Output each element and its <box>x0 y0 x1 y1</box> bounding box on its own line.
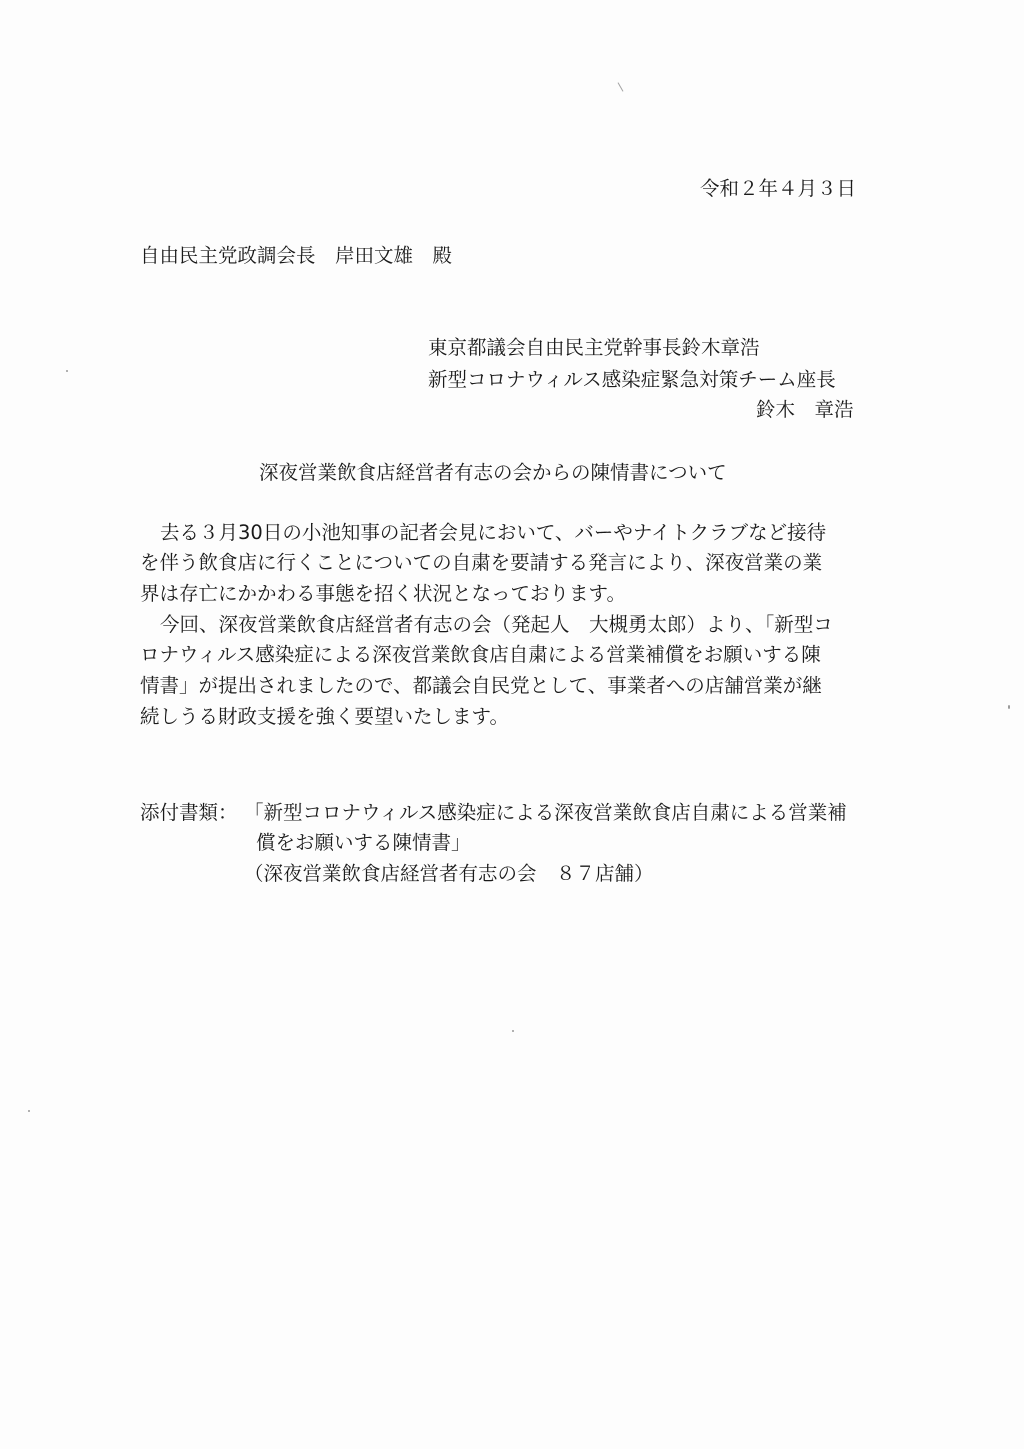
body-line: を伴う飲食店に行くことについての自粛を要請する発言により、深夜営業の業 <box>140 551 823 574</box>
sender-team: 新型コロナウィルス感染症緊急対策チーム座長 <box>428 368 836 391</box>
body-line: 界は存亡にかかわる事態を招く状況となっております。 <box>140 582 626 605</box>
body-line: 続しうる財政支援を強く要望いたします。 <box>140 705 509 728</box>
letter-date: 令和２年４月３日 <box>700 177 857 200</box>
scan-artifact <box>618 82 624 91</box>
attachment-title-line-2: 償をお願いする陳情書」 <box>256 831 471 854</box>
attachment-source: （深夜営業飲食店経営者有志の会 ８７店舗） <box>244 862 654 885</box>
addressee: 自由民主党政調会長 岸田文雄 殿 <box>140 244 453 267</box>
attachment-label: 添付書類： <box>140 801 238 824</box>
sender-organization: 東京都議会自由民主党幹事長鈴木章浩 <box>428 336 760 359</box>
body-line: 去る３月30日の小池知事の記者会見において、バーやナイトクラブなど接待 <box>160 521 827 544</box>
attachment-title-line-1: 「新型コロナウィルス感染症による深夜営業飲食店自粛による営業補 <box>244 801 847 824</box>
body-line: 情書」が提出されましたので、都議会自民党として、事業者への店舗営業が継 <box>140 674 822 697</box>
body-line: 今回、深夜営業飲食店経営者有志の会（発起人 大槻勇太郎）より、「新型コ <box>160 613 833 636</box>
body-line: ロナウィルス感染症による深夜営業飲食店自粛による営業補償をお願いする陳 <box>140 643 821 666</box>
scan-artifact <box>512 1030 514 1032</box>
scan-artifact <box>28 1110 30 1112</box>
letter-subject: 深夜営業飲食店経営者有志の会からの陳情書について <box>259 461 727 484</box>
scan-artifact <box>66 370 68 372</box>
sender-name: 鈴木 章浩 <box>756 398 854 421</box>
scan-artifact <box>1008 705 1010 709</box>
